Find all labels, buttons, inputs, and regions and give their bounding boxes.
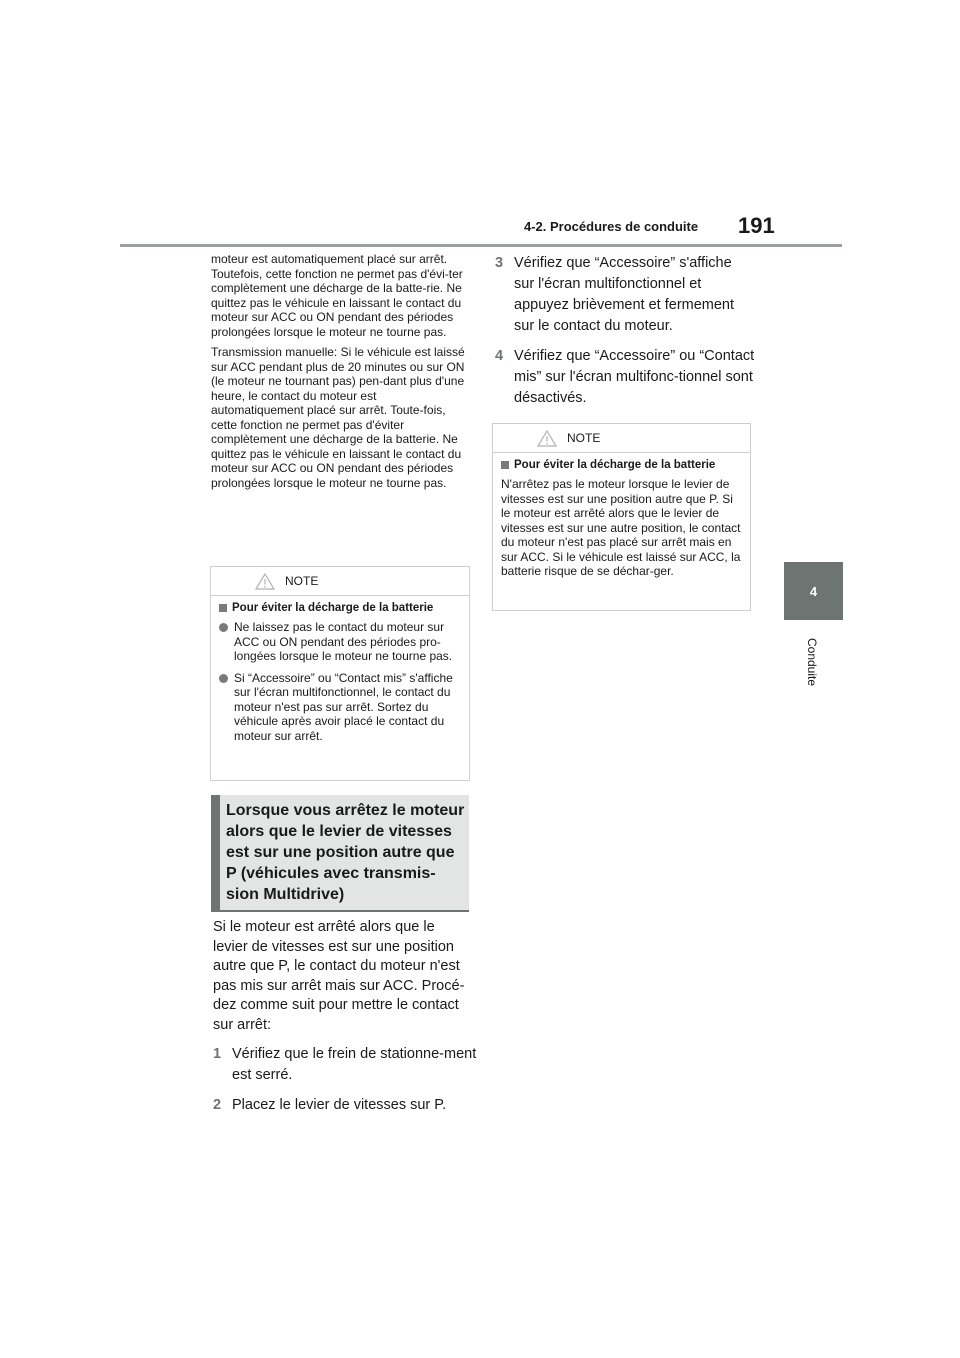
step-text: Vérifiez que “Accessoire” s'affiche sur l'écran multifonctionnel et appuyez brièvement et fermement sur le contact du moteur.	[514, 255, 735, 334]
step-text: Placez le levier de vitesses sur P.	[232, 1097, 447, 1113]
dot-bullet-icon	[219, 674, 228, 683]
section-heading: Lorsque vous arrêtez le moteur alors que le levier de vitesses est sur une position autre que P (véhicules avec transmis-sion Multidrive)	[226, 802, 465, 903]
steps-list-right	[495, 253, 755, 409]
step-text: Vérifiez que “Accessoire” ou “Contact mis” sur l'écran multifonc-tionnel sont désactivés.	[514, 348, 755, 406]
note-heading	[501, 459, 742, 471]
note-label: NOTE	[285, 574, 319, 588]
square-bullet-icon	[219, 604, 227, 612]
step-number: 4	[495, 348, 504, 364]
note-item-text: Si “Accessoire” ou “Contact mis” s'affiche sur l'écran multifonctionnel, le contact du moteur n'est pas sur arrêt. Sortez du véhicule après avoir placé le contact du moteur sur arrêt.	[234, 670, 453, 743]
step-item	[213, 1044, 478, 1086]
dot-bullet-icon	[219, 623, 228, 632]
note-header	[211, 567, 469, 596]
intro-paragraph: Si le moteur est arrêté alors que le levier de vitesses est sur une position autre que P, le contact du moteur n'est pas mis sur arrêt mais sur ACC. Procé-dez comme suit pour mettre le contact sur arrêt:	[213, 919, 465, 1033]
note-heading	[219, 602, 461, 614]
note-header	[493, 424, 750, 453]
left-column-text	[211, 252, 471, 490]
note-body	[493, 453, 750, 587]
note-item-text: Ne laissez pas le contact du moteur sur ACC ou ON pendant des périodes pro-longées lorsque le moteur ne tourne pas.	[234, 620, 453, 663]
header-divider	[120, 244, 842, 247]
paragraph-battery-auto-off: moteur est automatiquement placé sur arrêt. Toutefois, cette fonction ne permet pas d'évi-ter complètement une décharge de la batte-rie. Ne quittez pas le véhicule en laissant le contact du moteur sur ACC ou ON pendant des périodes prolongées lorsque le moteur ne tourne pas.	[211, 252, 463, 339]
step-number: 3	[495, 255, 504, 271]
note-box-left	[210, 566, 470, 781]
note-paragraph: N'arrêtez pas le moteur lorsque le levier de vitesses est sur une position autre que P. Si le moteur est arrêté alors que le levier de vitesses est sur une autre position, le contact du moteur n'est pas placé sur arrêt mais en sur ACC. Si le véhicule est laissé sur ACC, la batterie risque de se déchar-ger.	[501, 477, 741, 578]
note-item	[219, 620, 461, 664]
note-heading-text: Pour éviter la décharge de la batterie	[514, 459, 716, 471]
chapter-tab-number: 4	[784, 562, 843, 620]
step-text: Vérifiez que le frein de stationne-ment est serré.	[232, 1046, 477, 1083]
warning-triangle-icon	[255, 573, 275, 590]
step-number: 2	[213, 1097, 222, 1113]
step-item	[495, 346, 755, 409]
step-number: 1	[213, 1046, 222, 1062]
note-label: NOTE	[567, 431, 601, 445]
section-heading-block	[211, 795, 469, 912]
square-bullet-icon	[501, 461, 509, 469]
step-item	[213, 1095, 478, 1116]
chapter-tab-label	[797, 632, 827, 692]
chapter-tab-label-text: Conduite	[805, 637, 819, 687]
paragraph-manual-transmission: Transmission manuelle: Si le véhicule est laissé sur ACC pendant plus de 20 minutes ou sur ON (le moteur ne tournant pas) pen-dant plus d'une heure, le contact du moteur est automatiquement placé sur arrêt. Toute-fois, cette fonction ne permet pas d'éviter complètement une décharge de la batterie. Ne quittez pas le véhicule en laissant le contact du moteur sur ACC ou ON pendant des périodes prolongées lorsque le moteur ne tourne pas.	[211, 345, 465, 490]
note-item	[219, 671, 461, 744]
warning-triangle-icon	[537, 430, 557, 447]
note-box-right	[492, 423, 751, 611]
step-item	[495, 253, 755, 337]
heading-accent-bar	[211, 795, 220, 910]
note-heading-text: Pour éviter la décharge de la batterie	[232, 602, 434, 614]
note-body	[211, 596, 469, 758]
steps-list-left	[213, 1044, 478, 1116]
section-title: 4-2. Procédures de conduite	[524, 219, 699, 234]
page-number: 191	[738, 213, 775, 238]
